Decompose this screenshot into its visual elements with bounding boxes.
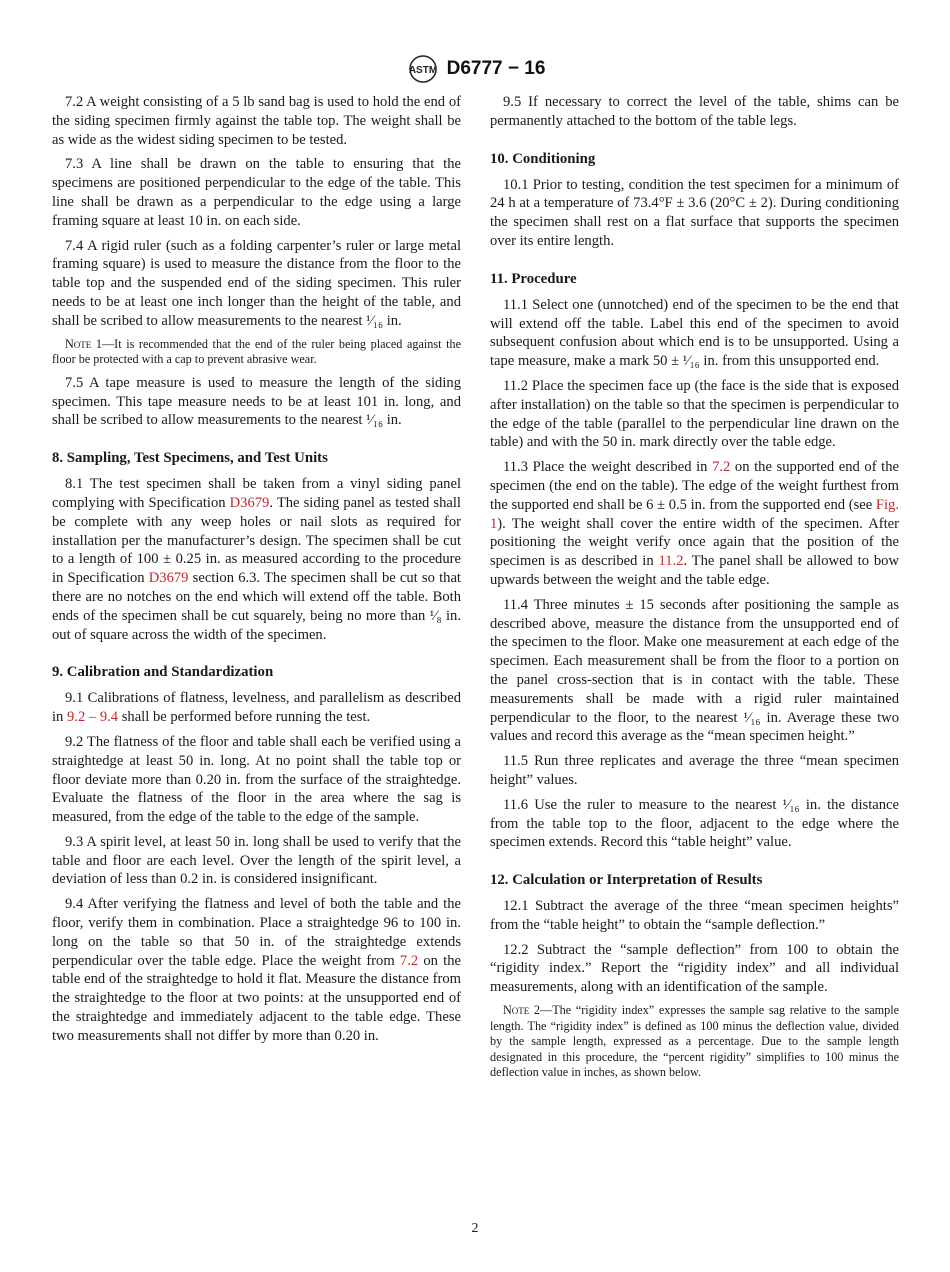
text: ). The weight shall cover the entire width of the specimen. After positioning the weight verify once again that the position of the specimen is as described in xyxy=(490,515,899,570)
paragraph xyxy=(490,296,899,371)
text: 12. Calculation or Interpretation of Results xyxy=(490,872,763,889)
text: 11. Procedure xyxy=(490,270,577,287)
cross-reference-link[interactable]: 7.2 xyxy=(712,459,731,476)
paragraph xyxy=(490,458,899,590)
paragraph xyxy=(52,689,461,727)
paragraph xyxy=(52,475,461,644)
paragraph xyxy=(52,93,461,149)
text: section 6.3. The specimen shall be cut so that there are no notches on the end which will extend off the table. Both ends of the specimen shall be cut squarely, being no more than ¹⁄₈ in. out of square across the width of the specimen. xyxy=(52,570,461,643)
text: 9. Calibration and Standardization xyxy=(52,664,274,681)
text: 7.4 A rigid ruler (such as a folding carpenter’s ruler or large metal framing square) is used to measure the distance from the floor to the table top and the suspended end of the siding specimen. This ruler needs to be at least one inch longer than the height of the table, and shall be scribed to allow measurements to the nearest ¹⁄₁₆ in. xyxy=(52,237,461,329)
text: —It is recommended that the end of the ruler being placed against the floor be protected with a cap to prevent abrasive wear. xyxy=(52,336,461,367)
text: 9.1 Calibrations of flatness, levelness, and parallelism as described in xyxy=(52,690,461,726)
text: on the supported end of the specimen (the end on the table). The edge of the weight furthest from the supported end shall be 6 ± 0.5 in. from the supported end (see xyxy=(490,459,899,513)
paragraph xyxy=(490,897,899,935)
paragraph xyxy=(52,733,461,827)
paragraph xyxy=(52,833,461,889)
paragraph xyxy=(490,941,899,997)
text: 8. Sampling, Test Specimens, and Test Units xyxy=(52,450,328,467)
paragraph xyxy=(490,796,899,852)
paragraph xyxy=(52,237,461,331)
cross-reference-link[interactable]: 7.2 xyxy=(399,952,419,969)
text: . The panel shall be allowed to bow upwards between the weight and the table edge. xyxy=(490,553,899,588)
paragraph xyxy=(490,596,899,746)
cross-reference-link[interactable]: D3679 xyxy=(148,570,189,587)
text: 9.4 After verifying the flatness and level of both the table and the floor, verify them in combination. Place a straightedge 96 to 100 in. long on the table so that 50 in. of the straightedge extends perpendicular over the table edge. Place the weight from xyxy=(52,896,461,969)
left-column xyxy=(52,93,461,1052)
text: 7.5 A tape measure is used to measure the length of the siding specimen. This tape measure needs to be at least 101 in. long, and shall be scribed to allow measurements to the nearest ¹⁄₁₆ in. xyxy=(52,374,461,429)
section-heading xyxy=(52,449,461,467)
page-number: 2 xyxy=(471,1221,479,1236)
paragraph xyxy=(490,93,899,131)
svg-text:ASTM: ASTM xyxy=(408,65,437,76)
text: 9.2 The flatness of the floor and table shall each be verified using a straightedge at least 50 in. long. At no point shall the table top or floor deviate more than 0.20 in. from the surface of the straightedge. Evaluate the flatness of the floor in the area where the sag is measured, from the edge of the table to the edge of the sample. xyxy=(52,733,461,826)
note-paragraph xyxy=(52,337,461,368)
text: 7.3 A line shall be drawn on the table to ensuring that the specimens are positioned perpendicular to the edge of the table. This line shall be drawn as a perpendicular to the edge using a large framing square at least 10 in. on each side. xyxy=(52,156,461,229)
right-column xyxy=(490,93,899,1087)
paragraph xyxy=(490,176,899,251)
text: —The “rigidity index” expresses the sample sag relative to the sample length. The “rigidity index” is defined as 100 minus the deflection value, divided by the sample length, expressed as a percentage. Due to the sample length designated in this procedure, the “percent rigidity” simplifies to 100 minus the deflection value in inches, as shown below. xyxy=(490,1003,899,1080)
text: 12.1 Subtract the average of the three “mean specimen heights” from the “table height” to obtain the “sample deflection.” xyxy=(490,898,899,933)
text: 10.1 Prior to testing, condition the test specimen for a minimum of 24 h at a temperature of 73.4°F ± 3.6 (20°C ± 2). During conditioning the specimen shall rest on a flat surface that supports the specimen over its entire length. xyxy=(490,176,899,249)
section-heading xyxy=(52,663,461,681)
text: 11.2 Place the specimen face up (the face is the side that is exposed after installation) on the table so that the specimen is perpendicular to the edge of the table (parallel to the perpendicular line drawn on the table) and with the 50 in. mark directly over the table edge. xyxy=(490,377,899,451)
page-header xyxy=(0,54,950,84)
text: on the table end of the straightedge to hold it flat. Measure the distance from the straightedge to the floor at two points: at the unsupported end of the straightedge and immediately adjacent to the table edge. These two measurements shall not differ by more than 0.20 in. xyxy=(52,952,461,1044)
note-paragraph xyxy=(490,1003,899,1081)
paragraph xyxy=(52,155,461,230)
text: 9.5 If necessary to correct the level of the table, shims can be permanently attached to the bottom of the table legs. xyxy=(490,94,899,129)
paragraph xyxy=(490,377,899,452)
section-heading xyxy=(490,871,899,889)
cross-reference-link[interactable]: Fig. 1 xyxy=(490,496,899,532)
note-label: Note 1 xyxy=(65,336,102,351)
text: 11.4 Three minutes ± 15 seconds after positioning the sample as described above, measure the distance from the unsupported end of the specimen to the floor. Make one measurement at each edge of the specimen. Each measurement shall be from the floor to a portion on the panel cross-section that is in contact with the table. These measurements shall be made with a rigid ruler maintained perpendicular to the floor, to the nearest ¹⁄₁₆ in. Average these two values and record this average as the “mean specimen height.” xyxy=(490,596,899,745)
text: 11.5 Run three replicates and average the three “mean specimen height” values. xyxy=(490,753,899,788)
document-id: D6777 − 16 xyxy=(446,58,546,79)
note-label: Note 2 xyxy=(503,1003,541,1018)
text: 8.1 The test specimen shall be taken from a vinyl siding panel complying with Specification xyxy=(52,476,461,511)
text: 11.3 Place the weight described in xyxy=(503,459,713,476)
text: 7.2 A weight consisting of a 5 lb sand bag is used to hold the end of the siding specimen firmly against the table top. The weight shall be as wide as the widest siding specimen to be tested. xyxy=(52,94,461,148)
text: . The siding panel as tested shall be complete with any weep holes or nail slots as required for installation per the manufacturer’s design. The specimen shall be cut to a length of 100 ± 0.25 in. as measured according to the procedure in Specification xyxy=(52,494,461,587)
text: 11.6 Use the ruler to measure to the nearest ¹⁄₁₆ in. the distance from the table top to the floor, adjacent to the edge where the specimen extends. Record this “table height” value. xyxy=(490,796,899,851)
text: 11.1 Select one (unnotched) end of the specimen to be the end that will extend off the table. Label this end of the specimen to avoid subsequent confusion about which end is to be unsupported. Using a tape measure, make a mark 50 ± ¹⁄₁₆ in. from this unsupported end. xyxy=(490,296,899,370)
paragraph xyxy=(52,374,461,430)
section-heading xyxy=(490,150,899,168)
text: shall be performed before running the test. xyxy=(118,709,371,726)
cross-reference-link[interactable]: D3679 xyxy=(229,494,270,511)
cross-reference-link[interactable]: 9.2 – 9.4 xyxy=(67,709,119,726)
astm-logo-icon xyxy=(405,54,441,84)
text: 12.2 Subtract the “sample deflection” from 100 to obtain the “rigidity index.” Report the “rigidity index” and all individual measurements, along with an identification of the sample. xyxy=(490,941,899,996)
text: 10. Conditioning xyxy=(490,150,596,167)
cross-reference-link[interactable]: 11.2 xyxy=(658,553,684,570)
text: 9.3 A spirit level, at least 50 in. long shall be used to verify that the table and floor are each level. Over the length of the spirit level, a deviation of less than 0.2 in. is considered insignificant. xyxy=(52,833,461,888)
section-heading xyxy=(490,270,899,288)
paragraph xyxy=(52,895,461,1045)
paragraph xyxy=(490,752,899,790)
